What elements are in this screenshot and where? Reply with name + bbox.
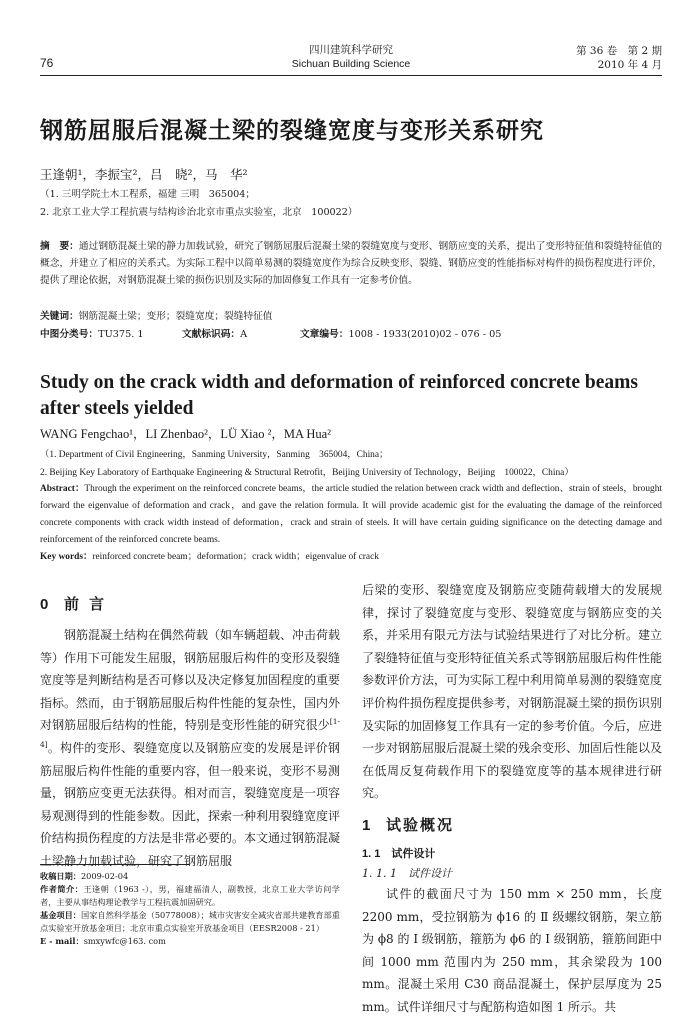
received-label: 收稿日期： [40,871,81,881]
email-value: smxywfc@163. com [83,936,166,946]
citation: [1-4] [40,717,340,749]
journal-name-cn: 四川建筑科学研究 [309,44,393,56]
journal-name-en: Sichuan Building Science [291,58,411,70]
right-column [362,582,662,1019]
footnote-rule [40,864,190,865]
article-no-value: 1008 - 1933(2010)02 - 076 - 05 [348,329,502,340]
abstract-en-label: Abstract： [40,484,85,494]
author-bio-label: 作者简介： [40,884,84,894]
section-1-number: 1 [362,816,371,834]
keywords-en-text: reinforced concrete beam；deformation；crack width；eigenvalue of crack [92,552,379,562]
doc-code-label: 文献标识码： [182,329,241,340]
running-header [40,40,662,76]
keywords-cn-label: 关键词： [40,311,79,322]
intro-text-2: 。构件的变形、裂缝宽度以及钢筋应变的发展是评价钢筋屈服后构件性能的重要内容，但一般来说，变形不易测量，钢筋应变更无法获得。相对而言，裂缝宽度是一项容易观测得到的性能参数。因此，探索一种利用裂缝宽度评价结构损伤程度的方法是非常必要的。本文通过钢筋混凝土梁静力加载试验，研究了钢筋屈服 [40,740,341,868]
abstract-en-text: Through the experiment on the reinforced concrete beams，the article studied the relation between crack width and deflection、strain of steels，brought forward the eigenvalue of deformation and crack，and gave the relation formula. It will provide academic gist for the evaluating the damage of the reinforced concrete components with crack width instead of deformation，crack and strain of steels. It will have certain guiding significance on the detecting damage and reinforcement of the reinforced concrete beams. [40,484,662,545]
fund-info [40,909,340,935]
affiliation-cn-2: 2. 北京工业大学工程抗震与结构诊治北京市重点实验室，北京 100022） [40,207,358,218]
abstract-cn-text: 通过钢筋混凝土梁的静力加载试验，研究了钢筋屈服后混凝土梁的裂缝宽度与变形、钢筋应变的关系，提出了变形特征值和裂缝特征值的概念，并建立了相应的关系式。为实际工程中以简单易测的裂缝宽度作为综合反映变形、裂缝、钢筋应变的性能指标对构件的损伤程度进行评价，提供了理论依据，对钢筋混凝土梁的损伤识别及实际的加固修复工作具有一定参考价值。 [40,241,663,286]
authors-en: WANG Fengchao¹，LI Zhenbao²，LÜ Xiao ²，MA Hua² [40,427,331,441]
section-0-title: 前言 [64,596,115,613]
author-bio [40,883,340,909]
page-number: 76 [40,56,54,70]
specimen-paragraph: 试件的截面尺寸为 150 mm × 250 mm，长度 2200 mm，受拉钢筋为 ϕ16 的 Ⅱ 级螺纹钢筋，架立筋为 ϕ8 的 Ⅰ 级钢筋，箍筋为 ϕ6 的 Ⅰ 级钢筋，箍筋间距中间 1000 mm 范围内为 250 mm，其余梁段为 100 mm。混凝土采用 C30 商品混凝土，保护层厚度为 25 mm。试件详细尺寸与配筋构造如图 1 所示。共 [362,886,662,1014]
affiliation-cn-1: （1. 三明学院土木工程系，福建 三明 365004； [40,189,255,200]
authors-cn: 王逢朝¹，李振宝²，吕 晓²，马 华² [40,167,248,182]
subsection-1-1: 1. 1 试件设计 [362,847,436,860]
section-0-number: 0 [40,596,49,613]
fund-label: 基金项目： [40,910,82,920]
fund-text: 国家自然科学基金（50778008）；城市灾害安全减灾省部共建教育部重点实验室开放基金项目；北京市重点实验室开放基金项目（EESR2008 - 21） [40,910,340,933]
subsection-1-1-1: 1. 1. 1 试件设计 [362,866,452,880]
received-value: 2009-02-04 [80,871,129,881]
abstract-cn-label: 摘 要： [40,241,79,252]
left-column [40,582,340,873]
section-heading-0 [40,592,340,618]
author-bio-text: 王逢朝（1963 -），男，福建福清人，副教授，北京工业大学访问学者，主要从事结构理论教学与工程抗震加固研究。 [40,884,340,907]
classification-line [40,326,662,340]
affiliation-en-1: （1. Department of Civil Engineering，Sanming University，Sanming 365004，China； [40,450,389,460]
abstract-en [40,481,662,549]
section-1-title: 试验概况 [386,816,455,834]
title-en: Study on the crack width and deformation of reinforced concrete beams after steels yielded [40,372,638,419]
article-no-label: 文章编号： [300,329,349,340]
intro-text-1: 钢筋混凝土结构在偶然荷载（如车辆超载、冲击荷载等）作用下可能发生屈服，钢筋屈服后构件的变形及裂缝宽度等是判断结构是否可修以及决定修复加固程度的重要指标。然而，由于钢筋屈服后构件性能的复杂性，国内外对钢筋屈服后结构的性能，特别是变形性能的研究很少 [40,628,341,733]
keywords-en [40,548,379,562]
abstract-cn [40,238,662,289]
keywords-en-label: Key words： [40,552,93,562]
header-rule [40,75,662,76]
email-line [40,935,340,948]
volume-issue: 第 36 卷 第 2 期 [576,45,662,57]
received-date [40,870,340,883]
footnote [40,870,340,948]
intro-paragraph [40,624,340,873]
clc-label: 中图分类号： [40,329,99,340]
section-heading-1 [362,813,662,839]
intro-paragraph-cont: 后梁的变形、裂缝宽度及钢筋应变随荷载增大的发展规律，探讨了裂缝宽度与变形、裂缝宽度与钢筋应变的关系，并采用有限元方法与试验结果进行了对比分析。建立了裂缝特征值与变形特征值关系式等钢筋屈服后构件性能参数评价方法，可为实际工程中利用简单易测的裂缝宽度评价构件损伤程度提供参考，对钢筋混凝土梁的损伤识别及实际的加固修复工作具有一定的参考价值。今后，应进一步对钢筋屈服后混凝土梁的残余变形、加固后性能以及在低周反复荷载作用下的裂缝宽度等的基本规律进行研究。 [362,583,663,801]
title-cn: 钢筋屈服后混凝土梁的裂缝宽度与变形关系研究 [40,117,544,144]
publication-date: 2010 年 4 月 [597,59,662,71]
keywords-cn [40,308,273,322]
keywords-cn-text: 钢筋混凝土梁；变形；裂缝宽度；裂缝特征值 [78,311,273,322]
affiliation-en-2: 2. Beijing Key Laboratory of Earthquake Engineering & Structural Retrofit，Beijing University of Technology，Beijing 100022，China） [40,468,574,478]
email-label: E - mail： [40,936,84,946]
doc-code-value: A [240,329,248,340]
clc-value: TU375. 1 [98,329,144,340]
